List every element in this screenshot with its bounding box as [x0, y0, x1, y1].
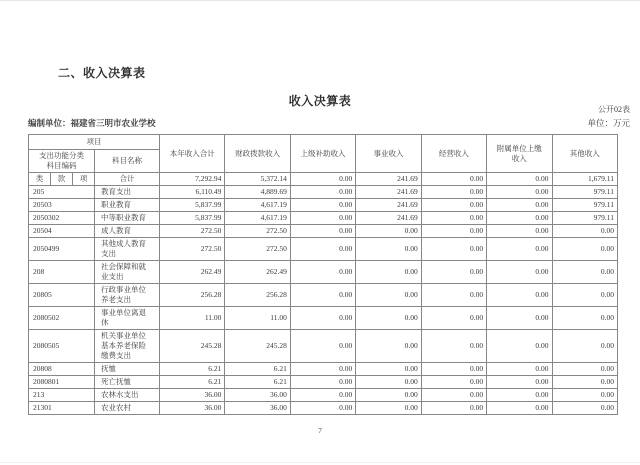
row-value: 0.00 [421, 307, 486, 330]
row-value: 0.00 [356, 402, 421, 415]
row-code: 2050499 [29, 238, 95, 261]
row-value: 0.00 [290, 225, 355, 238]
row-value: 0.00 [290, 199, 355, 212]
row-value: 0.00 [421, 225, 486, 238]
code-sub-label: 款 [51, 173, 73, 186]
row-value: 0.00 [290, 186, 355, 199]
row-value: 0.00 [290, 389, 355, 402]
row-value: 0.00 [421, 330, 486, 363]
table-row [29, 261, 618, 284]
row-value: 0.00 [487, 284, 552, 307]
row-value: 0.00 [290, 212, 355, 225]
row-value: 0.00 [552, 261, 617, 284]
row-value: 0.00 [487, 225, 552, 238]
row-value: 0.00 [290, 238, 355, 261]
column-header: 财政拨款收入 [225, 135, 290, 173]
project-header: 项目 [29, 135, 160, 150]
row-value: 0.00 [487, 261, 552, 284]
row-value: 0.00 [421, 389, 486, 402]
row-value: 0.00 [290, 284, 355, 307]
table-row [29, 238, 618, 261]
page-number: 7 [318, 426, 322, 435]
row-value: 0.00 [356, 330, 421, 363]
row-name: 农林水支出 [95, 389, 160, 402]
row-value: 262.49 [160, 261, 225, 284]
row-value: 36.00 [160, 389, 225, 402]
row-value: 0.00 [552, 363, 617, 376]
row-value: 0.00 [421, 261, 486, 284]
meta-row [28, 117, 630, 129]
column-header: 经营收入 [421, 135, 486, 173]
row-name: 社会保障和就业支出 [95, 261, 160, 284]
row-value: 0.00 [356, 225, 421, 238]
unit-label: 单位：万元 [587, 118, 630, 128]
row-value: 5,837.99 [160, 212, 225, 225]
row-name: 中等职业教育 [95, 212, 160, 225]
row-value: 0.00 [421, 376, 486, 389]
row-value: 0.00 [487, 307, 552, 330]
row-code: 2080502 [29, 307, 95, 330]
row-value: 0.00 [487, 330, 552, 363]
row-value: 6.21 [160, 363, 225, 376]
row-value: 241.69 [356, 186, 421, 199]
row-value: 241.69 [356, 212, 421, 225]
row-value: 0.00 [356, 363, 421, 376]
row-value: 0.00 [552, 330, 617, 363]
table-row [29, 376, 618, 389]
table-body [29, 173, 618, 415]
section-title: 二、收入决算表 [58, 66, 146, 80]
income-statement-table [28, 134, 618, 415]
row-value: 4,889.69 [225, 186, 290, 199]
row-code: 213 [29, 389, 95, 402]
row-value: 0.00 [421, 186, 486, 199]
row-code: 21301 [29, 402, 95, 415]
row-value: 272.50 [160, 238, 225, 261]
row-value: 6,110.49 [160, 186, 225, 199]
row-code: 20808 [29, 363, 95, 376]
table-row [29, 199, 618, 212]
name-column-header: 科目名称 [95, 150, 160, 173]
row-value: 11.00 [225, 307, 290, 330]
row-code: 2050302 [29, 212, 95, 225]
total-row-value: 0.00 [421, 173, 486, 186]
row-value: 0.00 [421, 402, 486, 415]
row-value: 0.00 [552, 238, 617, 261]
row-name: 死亡抚恤 [95, 376, 160, 389]
total-row-value: 1,679.11 [552, 173, 617, 186]
row-value: 0.00 [356, 389, 421, 402]
row-value: 0.00 [421, 363, 486, 376]
column-header: 附属单位上缴收入 [487, 135, 552, 173]
row-name: 职业教育 [95, 199, 160, 212]
table-row [29, 330, 618, 363]
row-value: 0.00 [487, 186, 552, 199]
table-head [29, 135, 618, 173]
row-value: 0.00 [487, 238, 552, 261]
total-row-value: 5,372.14 [225, 173, 290, 186]
row-value: 36.00 [225, 389, 290, 402]
row-value: 0.00 [290, 363, 355, 376]
row-value: 0.00 [356, 284, 421, 307]
row-value: 0.00 [552, 284, 617, 307]
row-name: 教育支出 [95, 186, 160, 199]
column-header: 事业收入 [356, 135, 421, 173]
row-code: 2080801 [29, 376, 95, 389]
row-value: 0.00 [356, 307, 421, 330]
row-value: 0.00 [421, 284, 486, 307]
row-value: 256.28 [160, 284, 225, 307]
total-row [29, 173, 618, 186]
row-value: 0.00 [487, 402, 552, 415]
row-value: 0.00 [552, 307, 617, 330]
row-code: 2080505 [29, 330, 95, 363]
row-value: 36.00 [225, 402, 290, 415]
code-column-header: 支出功能分类科目编码 [29, 150, 95, 173]
column-header: 上级补助收入 [290, 135, 355, 173]
row-value: 4,617.19 [225, 212, 290, 225]
row-value: 262.49 [225, 261, 290, 284]
row-value: 0.00 [290, 330, 355, 363]
row-code: 20504 [29, 225, 95, 238]
row-value: 256.28 [225, 284, 290, 307]
row-value: 0.00 [421, 199, 486, 212]
table-row [29, 225, 618, 238]
row-value: 4,617.19 [225, 199, 290, 212]
total-row-value: 7,292.94 [160, 173, 225, 186]
row-code: 20805 [29, 284, 95, 307]
code-sub-label: 项 [73, 173, 95, 186]
total-row-value: 0.00 [487, 173, 552, 186]
code-sub-label: 类 [29, 173, 51, 186]
row-name: 其他成人教育支出 [95, 238, 160, 261]
row-value: 11.00 [160, 307, 225, 330]
row-name: 农业农村 [95, 402, 160, 415]
row-code: 20503 [29, 199, 95, 212]
row-value: 245.28 [225, 330, 290, 363]
row-name: 行政事业单位养老支出 [95, 284, 160, 307]
row-code: 205 [29, 186, 95, 199]
row-value: 0.00 [487, 363, 552, 376]
table-row [29, 402, 618, 415]
row-value: 979.11 [552, 199, 617, 212]
column-header: 本年收入合计 [160, 135, 225, 173]
table-row [29, 307, 618, 330]
row-value: 0.00 [290, 261, 355, 284]
row-value: 36.00 [160, 402, 225, 415]
row-value: 979.11 [552, 212, 617, 225]
column-header: 其他收入 [552, 135, 617, 173]
row-value: 0.00 [290, 307, 355, 330]
row-name: 机关事业单位基本养老保险缴费支出 [95, 330, 160, 363]
row-value: 0.00 [421, 212, 486, 225]
doc-code-label: 公开02表 [598, 105, 630, 114]
total-row-value: 0.00 [290, 173, 355, 186]
row-value: 0.00 [487, 212, 552, 225]
row-value: 0.00 [552, 376, 617, 389]
row-value: 0.00 [552, 225, 617, 238]
row-value: 979.11 [552, 186, 617, 199]
row-value: 0.00 [487, 376, 552, 389]
table-row [29, 389, 618, 402]
table-row [29, 186, 618, 199]
row-code: 208 [29, 261, 95, 284]
row-name: 成人教育 [95, 225, 160, 238]
table-row [29, 284, 618, 307]
table-row [29, 212, 618, 225]
row-value: 6.21 [225, 376, 290, 389]
row-value: 5,837.99 [160, 199, 225, 212]
row-value: 0.00 [552, 402, 617, 415]
row-value: 0.00 [290, 376, 355, 389]
row-value: 0.00 [487, 199, 552, 212]
row-value: 0.00 [290, 402, 355, 415]
row-value: 272.50 [225, 225, 290, 238]
prepared-by-label: 编制单位：福建省三明市农业学校 [28, 118, 156, 128]
row-value: 0.00 [421, 238, 486, 261]
row-value: 272.50 [225, 238, 290, 261]
row-value: 0.00 [356, 376, 421, 389]
row-value: 0.00 [356, 261, 421, 284]
row-value: 6.21 [225, 363, 290, 376]
row-name: 事业单位离退休 [95, 307, 160, 330]
table-row [29, 363, 618, 376]
row-value: 0.00 [552, 389, 617, 402]
row-value: 6.21 [160, 376, 225, 389]
row-value: 0.00 [356, 238, 421, 261]
total-row-value: 241.69 [356, 173, 421, 186]
row-value: 245.28 [160, 330, 225, 363]
row-value: 0.00 [487, 389, 552, 402]
row-value: 241.69 [356, 199, 421, 212]
row-value: 272.50 [160, 225, 225, 238]
total-row-name: 合计 [95, 173, 160, 186]
table-title: 收入决算表 [288, 94, 352, 108]
row-name: 抚恤 [95, 363, 160, 376]
header-row-1 [29, 135, 618, 150]
